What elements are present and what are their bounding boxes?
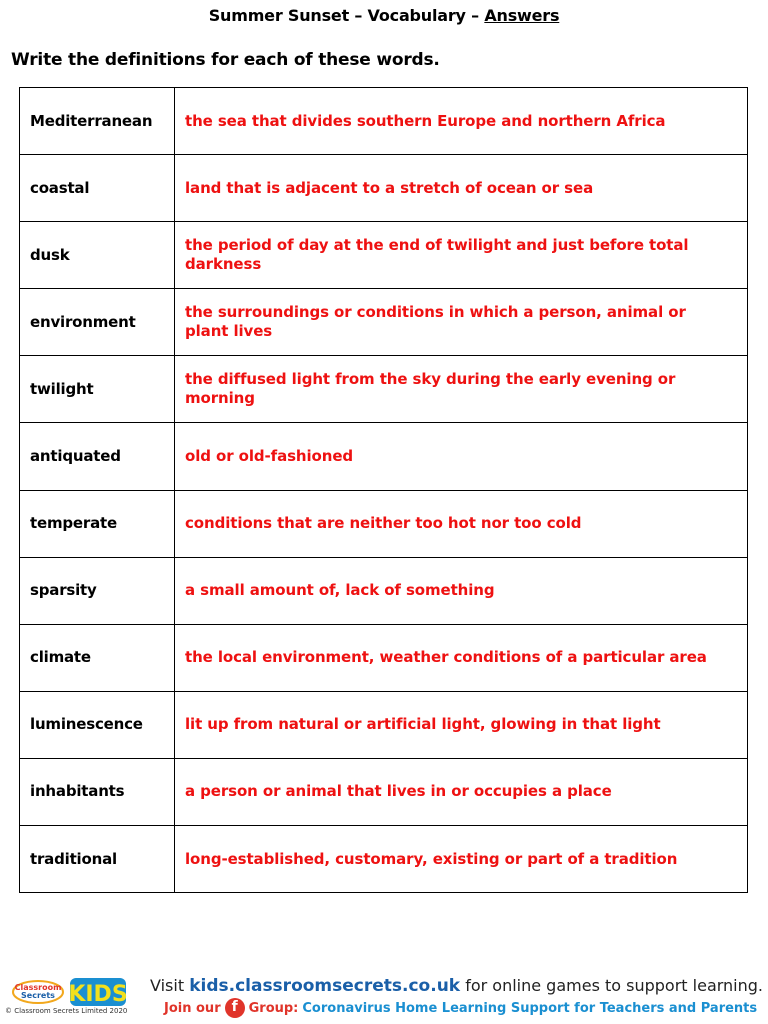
vocabulary-row [20,826,748,893]
vocabulary-word: traditional [20,826,175,893]
vocabulary-word: inhabitants [20,758,175,825]
vocabulary-table [19,87,748,893]
vocabulary-definition: a person or animal that lives in or occupies a place [175,758,748,825]
visit-suffix: for online games to support learning. [460,976,764,995]
vocabulary-word: twilight [20,356,175,423]
vocabulary-definition: the diffused light from the sky during the early evening or morning [175,356,748,423]
vocabulary-word: sparsity [20,557,175,624]
vocabulary-row [20,557,748,624]
vocabulary-row [20,155,748,222]
group-name-link[interactable]: Coronavirus Home Learning Support for Teachers and Parents [302,1000,758,1016]
page-title [0,6,768,25]
vocabulary-row [20,88,748,155]
vocabulary-definition: old or old-fashioned [175,423,748,490]
vocabulary-definition: the surroundings or conditions in which a person, animal or plant lives [175,289,748,356]
vocabulary-definition: the local environment, weather conditions of a particular area [175,624,748,691]
vocabulary-definition: conditions that are neither too hot nor too cold [175,490,748,557]
vocabulary-word: environment [20,289,175,356]
vocabulary-table-body [20,88,748,893]
title-answers: Answers [484,6,560,25]
copyright-text: © Classroom Secrets Limited 2020 [5,1007,128,1015]
vocabulary-word: antiquated [20,423,175,490]
title-main: Summer Sunset – Vocabulary – [208,6,485,25]
vocabulary-definition: the period of day at the end of twilight and just before total darkness [175,222,748,289]
visit-prefix: Visit [150,976,190,995]
vocabulary-word: climate [20,624,175,691]
vocabulary-row [20,356,748,423]
logo-text-classroom: Classroom [14,983,62,992]
vocabulary-word: coastal [20,155,175,222]
vocabulary-definition: a small amount of, lack of something [175,557,748,624]
instruction-text: Write the definitions for each of these words. [11,50,440,70]
logo-text-secrets: Secrets [21,991,55,1000]
vocabulary-row [20,289,748,356]
vocabulary-definition: long-established, customary, existing or part of a tradition [175,826,748,893]
group-label: Group: [248,1000,299,1016]
vocabulary-row [20,423,748,490]
vocabulary-definition: lit up from natural or artificial light, glowing in that light [175,691,748,758]
vocabulary-word: dusk [20,222,175,289]
vocabulary-definition: the sea that divides southern Europe and northern Africa [175,88,748,155]
vocabulary-word: temperate [20,490,175,557]
site-link[interactable]: kids.classroomsecrets.co.uk [189,976,461,996]
join-prefix: Join our [164,1000,221,1016]
vocabulary-row [20,222,748,289]
vocabulary-row [20,691,748,758]
footer-join-line [164,998,757,1018]
vocabulary-row [20,490,748,557]
vocabulary-definition: land that is adjacent to a stretch of ocean or sea [175,155,748,222]
facebook-icon: f [225,998,245,1018]
vocabulary-word: Mediterranean [20,88,175,155]
logo-text-kids: KIDS [68,982,128,1007]
vocabulary-word: luminescence [20,691,175,758]
classroom-secrets-kids-logo [8,976,148,1022]
footer-visit-line [150,976,763,996]
vocabulary-row [20,758,748,825]
vocabulary-row [20,624,748,691]
